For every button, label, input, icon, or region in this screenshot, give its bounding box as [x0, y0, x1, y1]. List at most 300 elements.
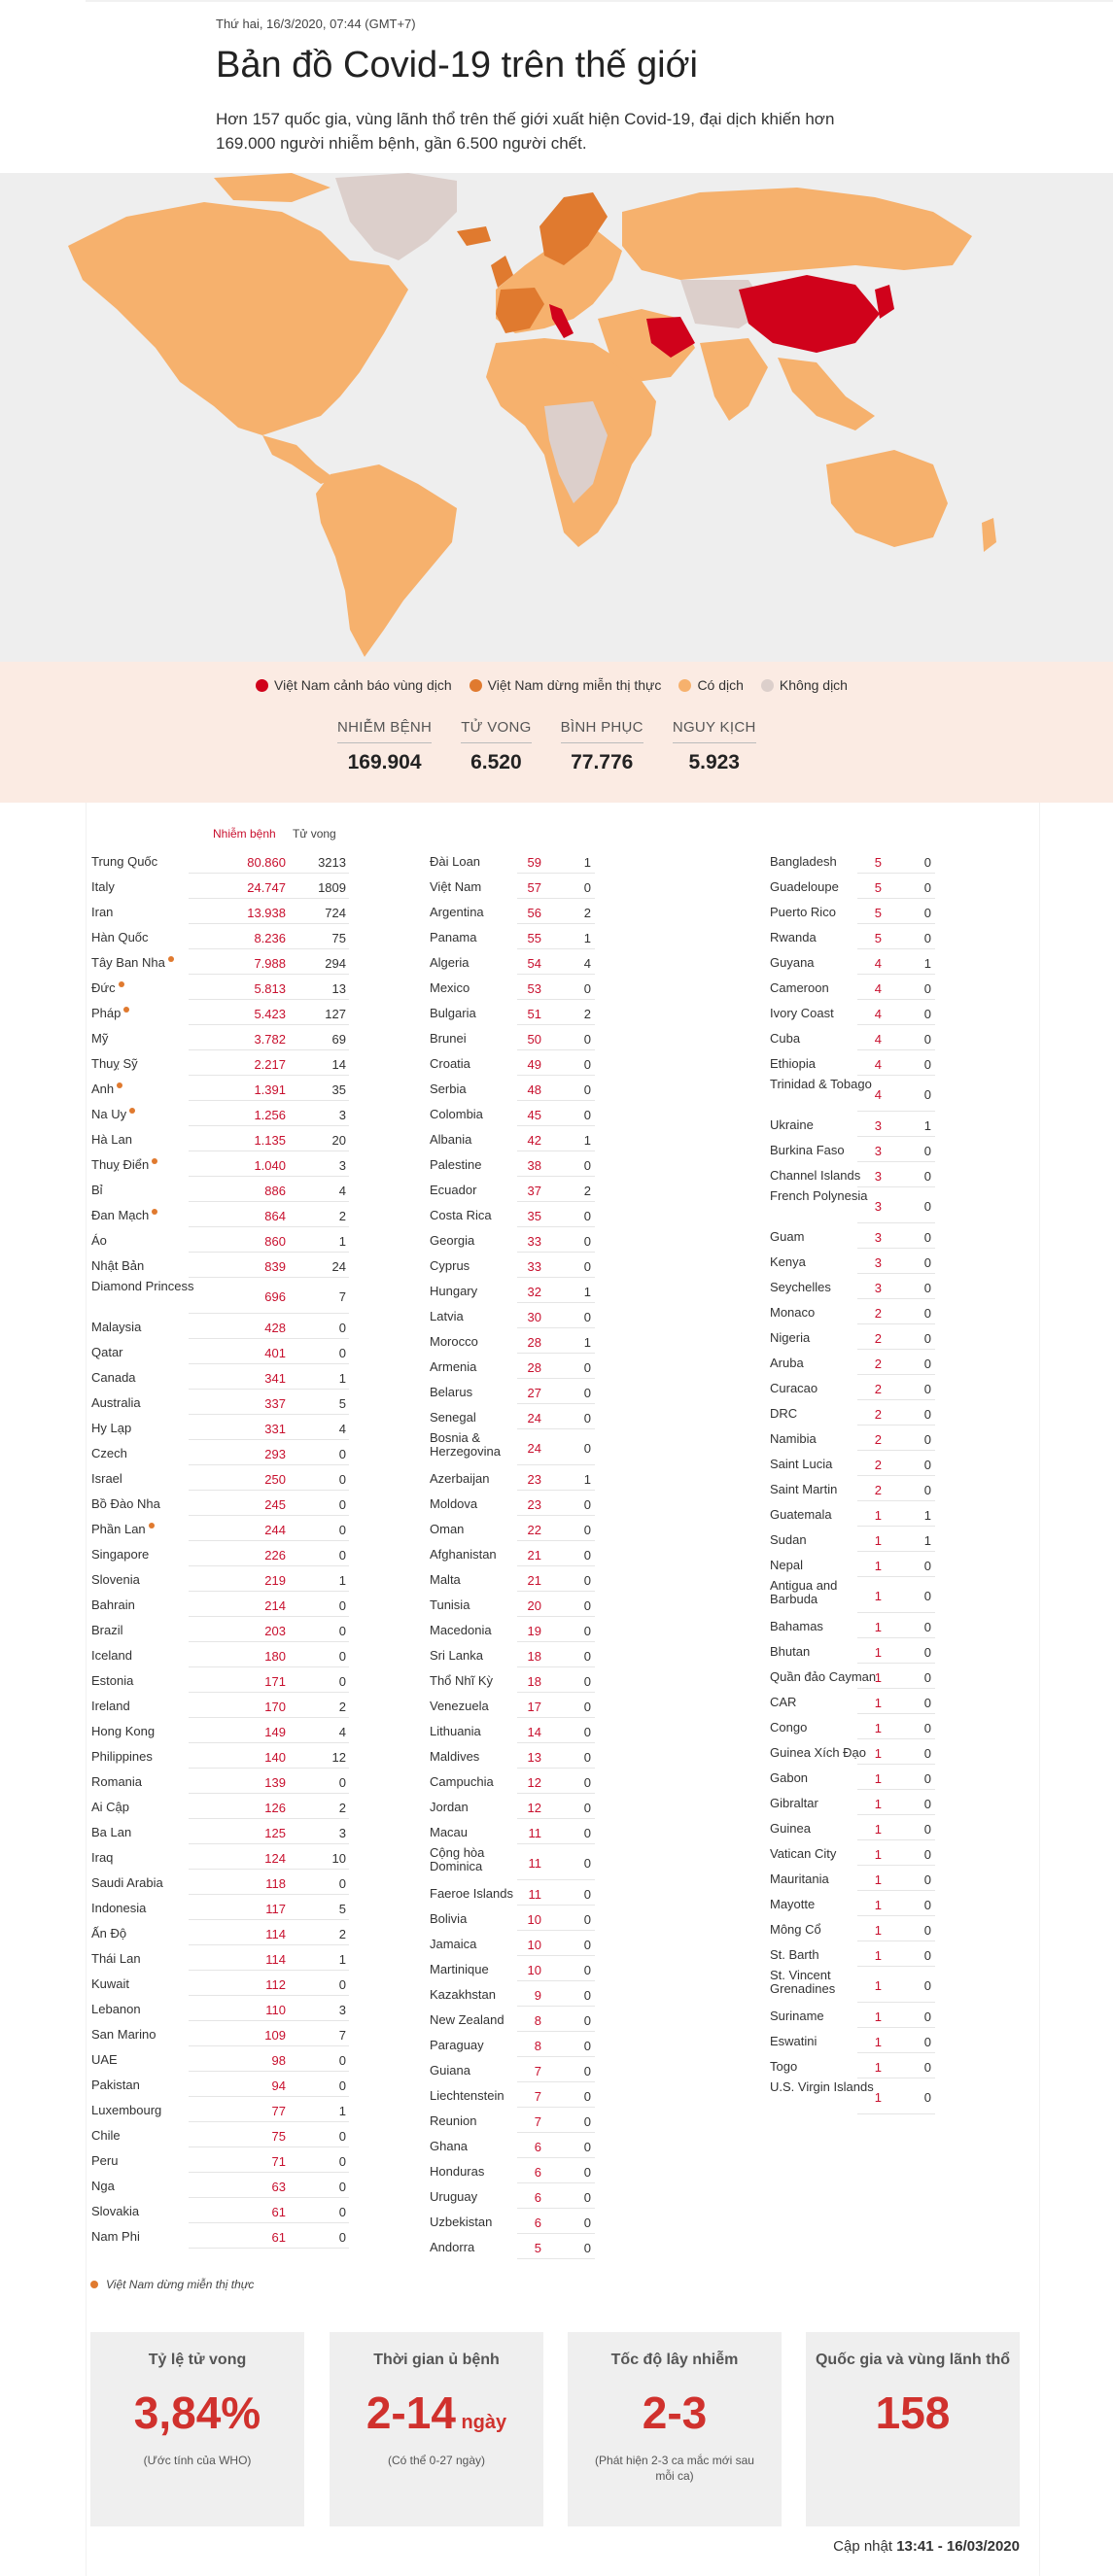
cases-value: 114: [265, 1952, 286, 1967]
deaths-value: 0: [923, 2009, 931, 2024]
table-row: [430, 1932, 601, 1957]
country-name: San Marino: [91, 2027, 157, 2042]
row-divider: [857, 1738, 935, 1739]
deaths-value: 0: [923, 1357, 931, 1371]
row-divider: [189, 948, 349, 949]
cases-value: 9: [534, 1988, 541, 2003]
deaths-value: 0: [923, 855, 931, 870]
table-row: [770, 1138, 941, 1163]
table-row: [770, 1426, 941, 1452]
deaths-value: 0: [583, 1938, 591, 1952]
country-name: Slovenia: [91, 1572, 140, 1587]
cases-value: 1: [874, 1533, 882, 1548]
country-name: Malta: [430, 1572, 461, 1587]
table-row: [91, 2073, 356, 2098]
row-divider: [857, 1298, 935, 1299]
visa-stop-marker: [119, 981, 124, 987]
row-divider: [517, 1591, 595, 1592]
row-divider: [189, 999, 349, 1000]
row-divider: [189, 1944, 349, 1945]
deaths-value: 75: [331, 931, 346, 945]
cases-value: 6: [534, 2215, 541, 2230]
country-name: Ukraine: [770, 1117, 814, 1132]
map-legend: [256, 677, 848, 693]
row-divider: [189, 1666, 349, 1667]
deaths-value: 0: [583, 1963, 591, 1977]
cases-value: 118: [265, 1876, 286, 1891]
row-divider: [517, 1930, 595, 1931]
cases-value: 1: [874, 1872, 882, 1887]
country-name: Cuba: [770, 1031, 801, 1046]
country-name: Campuchia: [430, 1774, 494, 1789]
deaths-value: 0: [583, 1497, 591, 1512]
cases-value: 1: [874, 1771, 882, 1786]
summary-box-unit: ngày: [455, 2412, 507, 2433]
cases-value: 428: [264, 1321, 286, 1335]
table-row: [770, 1690, 941, 1715]
table-row: [430, 925, 601, 950]
cases-value: 20: [527, 1598, 541, 1613]
country-name: Áo: [91, 1233, 107, 1248]
deaths-value: 0: [923, 1872, 931, 1887]
deaths-value: 0: [338, 2053, 346, 2068]
table-row: [91, 950, 356, 976]
table-row: [91, 1542, 356, 1567]
legend-item: [761, 677, 848, 693]
table-row: [770, 1401, 941, 1426]
country-name: Ai Cập: [91, 1800, 130, 1814]
cases-value: 75: [271, 2129, 286, 2144]
row-divider: [189, 1742, 349, 1743]
table-row: [430, 875, 601, 900]
header-deaths: Tử vong: [293, 827, 336, 841]
row-divider: [517, 999, 595, 1000]
cases-value: 1: [874, 1948, 882, 1963]
row-divider: [857, 1323, 935, 1324]
row-divider: [517, 974, 595, 975]
table-row: [770, 1968, 941, 2004]
table-row: [91, 2199, 356, 2224]
world-map-svg: [0, 173, 1113, 662]
country-name: Honduras: [430, 2164, 485, 2179]
table-row: [91, 1517, 356, 1542]
country-name: Panama: [430, 930, 477, 945]
country-name: Jamaica: [430, 1937, 477, 1951]
table-row: [770, 849, 941, 875]
deaths-value: 0: [583, 1386, 591, 1400]
cases-value: 250: [264, 1472, 286, 1487]
row-divider: [857, 1136, 935, 1137]
country-name: Thuỵ Điển: [91, 1158, 198, 1172]
country-name: Peru: [91, 2153, 119, 2168]
row-divider: [857, 1049, 935, 1050]
table-row: [430, 2008, 601, 2033]
country-name: Lithuania: [430, 1724, 481, 1738]
row-divider: [857, 1024, 935, 1025]
table-row: [770, 1502, 941, 1528]
row-divider: [517, 1277, 595, 1278]
deaths-value: 0: [923, 1645, 931, 1660]
cases-value: 1: [874, 1923, 882, 1938]
deaths-value: 0: [338, 2180, 346, 2194]
row-divider: [517, 1464, 595, 1465]
deaths-value: 0: [923, 1620, 931, 1634]
country-name: Macau: [430, 1825, 469, 1839]
row-divider: [517, 2006, 595, 2007]
stat-divider: [673, 742, 756, 743]
cases-value: 2: [874, 1483, 882, 1497]
country-name: Maldives: [430, 1749, 480, 1764]
deaths-value: 0: [923, 1978, 931, 1993]
table-row: [770, 1300, 941, 1325]
table-row: [91, 1466, 356, 1492]
row-divider: [517, 1125, 595, 1126]
deaths-value: 0: [923, 1721, 931, 1735]
cases-value: 55: [527, 931, 541, 945]
deaths-value: 0: [338, 1674, 346, 1689]
table-row: [770, 900, 941, 925]
summary-box-number: 3,84%: [133, 2387, 261, 2438]
deaths-value: 0: [923, 1199, 931, 1214]
country-name: Eswatini: [770, 2034, 817, 2048]
country-name: Estonia: [91, 1673, 134, 1688]
country-name: Georgia: [430, 1233, 475, 1248]
row-divider: [857, 1789, 935, 1790]
country-name: Luxembourg: [91, 2103, 162, 2117]
table-row: [430, 1152, 601, 1178]
cases-value: 17: [527, 1700, 541, 1714]
stat-item: [337, 719, 432, 774]
row-divider: [517, 2233, 595, 2234]
country-name: Argentina: [430, 905, 484, 919]
row-divider: [857, 1890, 935, 1891]
country-name: St. Vincent Grenadines: [770, 1968, 836, 1996]
cases-value: 3.782: [254, 1032, 286, 1047]
row-divider: [857, 948, 935, 949]
country-name: Iceland: [91, 1648, 132, 1663]
row-divider: [517, 2031, 595, 2032]
country-name: Ivory Coast: [770, 1006, 834, 1020]
deaths-value: 0: [338, 1548, 346, 1563]
cases-value: 33: [527, 1234, 541, 1249]
deaths-value: 4: [583, 956, 591, 971]
row-divider: [857, 1111, 935, 1112]
row-divider: [517, 1515, 595, 1516]
table-row: [770, 1077, 941, 1113]
table-row: [430, 1769, 601, 1795]
deaths-value: 1: [923, 1508, 931, 1523]
cases-value: 14: [527, 1725, 541, 1739]
table-row: [91, 2022, 356, 2047]
summary-box-number: 2-14: [365, 2387, 456, 2438]
stat-item: [561, 719, 643, 774]
stat-value: 169.904: [347, 751, 422, 773]
row-divider: [857, 1374, 935, 1375]
country-name: Bangladesh: [770, 854, 837, 869]
deaths-value: 0: [338, 1649, 346, 1664]
country-name: French Polynesia: [770, 1188, 868, 1203]
cases-value: 1: [874, 2090, 882, 2105]
legend-swatch: [470, 679, 482, 692]
country-name: Reunion: [430, 2113, 477, 2128]
cases-value: 214: [264, 1598, 286, 1613]
country-name: Saudi Arabia: [91, 1875, 163, 1890]
country-name: Qatar: [91, 1345, 123, 1359]
row-divider: [857, 873, 935, 874]
cases-value: 10: [527, 1912, 541, 1927]
country-name: Aruba: [770, 1356, 804, 1370]
deaths-value: 3213: [318, 855, 346, 870]
table-row: [91, 925, 356, 950]
legend-item: [470, 677, 662, 693]
table-row: [770, 1113, 941, 1138]
table-row: [91, 1921, 356, 1946]
row-divider: [517, 1692, 595, 1693]
table-row: [91, 1391, 356, 1416]
country-name: Lebanon: [91, 2002, 141, 2016]
country-name: Anh: [91, 1082, 198, 1096]
stats-row: [337, 719, 756, 774]
deaths-value: 0: [583, 2039, 591, 2053]
cases-value: 61: [271, 2230, 286, 2245]
table-row: [770, 1477, 941, 1502]
cases-value: 49: [527, 1057, 541, 1072]
cases-value: 3: [874, 1255, 882, 1270]
row-divider: [189, 1565, 349, 1566]
country-name: Venezuela: [430, 1699, 489, 1713]
country-name: Brazil: [91, 1623, 123, 1637]
cases-value: 59: [527, 855, 541, 870]
row-divider: [517, 2208, 595, 2209]
table-row: [770, 1376, 941, 1401]
table-row: [770, 1553, 941, 1578]
deaths-value: 0: [923, 2090, 931, 2105]
row-divider: [189, 1226, 349, 1227]
cases-value: 1: [874, 2009, 882, 2024]
row-divider: [517, 1955, 595, 1956]
cases-value: 10: [527, 1963, 541, 1977]
cases-value: 1.040: [254, 1158, 286, 1173]
row-divider: [517, 1793, 595, 1794]
row-divider: [857, 1349, 935, 1350]
cases-value: 1: [874, 1696, 882, 1710]
country-name: Đài Loan: [430, 854, 481, 869]
country-name: DRC: [770, 1406, 798, 1421]
table-row: [430, 2033, 601, 2058]
row-divider: [189, 1843, 349, 1844]
deaths-value: 0: [923, 1948, 931, 1963]
deaths-value: 0: [338, 1775, 346, 1790]
deaths-value: 0: [338, 1346, 346, 1360]
deaths-value: 724: [325, 906, 346, 920]
country-name: Cameroon: [770, 980, 829, 995]
country-name: Iran: [91, 905, 114, 919]
country-name: Nam Phi: [91, 2229, 140, 2244]
country-name: Togo: [770, 2059, 798, 2074]
table-row: [770, 925, 941, 950]
table-row: [770, 1250, 941, 1275]
map-iceland: [457, 226, 491, 246]
row-divider: [189, 2045, 349, 2046]
row-divider: [189, 898, 349, 899]
table-row: [430, 1178, 601, 1203]
map-russia: [622, 188, 972, 280]
table-row: [91, 1127, 356, 1152]
deaths-value: 0: [338, 1447, 346, 1461]
country-name: Australia: [91, 1395, 141, 1410]
table-row: [430, 1254, 601, 1279]
summary-box-title: Tỷ lệ tử vong: [148, 2352, 247, 2368]
row-divider: [857, 1814, 935, 1815]
row-divider: [857, 1551, 935, 1552]
cases-value: 1: [874, 1508, 882, 1523]
map-north-america: [68, 202, 408, 435]
row-divider: [857, 1222, 935, 1223]
legend-label: Việt Nam cảnh báo vùng dịch: [274, 677, 452, 693]
deaths-value: 0: [583, 1826, 591, 1840]
row-divider: [857, 1688, 935, 1689]
world-map[interactable]: [0, 173, 1113, 662]
deaths-value: 0: [583, 2241, 591, 2255]
country-name: Morocco: [430, 1334, 478, 1349]
table-row: [430, 1906, 601, 1932]
table-row: [91, 1178, 356, 1203]
country-name: Diamond Princess: [91, 1279, 194, 1293]
row-divider: [517, 2056, 595, 2057]
row-divider: [857, 1273, 935, 1274]
deaths-value: 0: [338, 1598, 346, 1613]
map-australia: [826, 450, 948, 547]
deaths-value: 0: [583, 1411, 591, 1425]
country-name: Canada: [91, 1370, 136, 1385]
row-divider: [857, 1526, 935, 1527]
row-divider: [517, 1327, 595, 1328]
row-divider: [189, 1616, 349, 1617]
deaths-value: 0: [923, 1746, 931, 1761]
table-row: [430, 1203, 601, 1228]
deaths-value: 0: [923, 1797, 931, 1811]
summary-box-value: [330, 2387, 543, 2439]
table-row: [91, 1492, 356, 1517]
row-divider: [517, 1024, 595, 1025]
country-name: Mông Cổ: [770, 1922, 821, 1937]
row-divider: [517, 2081, 595, 2082]
deaths-value: 0: [923, 1670, 931, 1685]
table-row: [91, 1077, 356, 1102]
row-divider: [517, 2107, 595, 2108]
table-row: [91, 1896, 356, 1921]
visa-stop-marker: [168, 956, 174, 962]
row-divider: [857, 1161, 935, 1162]
table-row: [430, 2210, 601, 2235]
country-name: Andorra: [430, 2240, 475, 2254]
update-label: Cập nhật: [833, 2538, 893, 2555]
table-row: [430, 1567, 601, 1593]
table-row: [430, 1102, 601, 1127]
row-divider: [857, 1475, 935, 1476]
country-name: Tây Ban Nha: [91, 956, 198, 970]
country-name: Belarus: [430, 1385, 473, 1399]
cases-value: 2: [874, 1407, 882, 1422]
country-name: Palestine: [430, 1157, 482, 1172]
summary-box-value: [568, 2387, 782, 2439]
deaths-value: 0: [923, 1589, 931, 1603]
deaths-value: 14: [331, 1057, 346, 1072]
country-name: Ấn Độ: [91, 1926, 127, 1941]
country-name: Uruguay: [430, 2189, 478, 2204]
table-row: [91, 2047, 356, 2073]
table-row: [91, 1315, 356, 1340]
row-divider: [857, 1839, 935, 1840]
country-name: Indonesia: [91, 1901, 147, 1915]
cases-value: 1: [874, 1559, 882, 1573]
deaths-value: 0: [923, 2035, 931, 2049]
table-row: [770, 1578, 941, 1614]
visa-stop-marker: [117, 1082, 122, 1088]
country-name: Cyprus: [430, 1258, 470, 1273]
row-divider: [517, 1616, 595, 1617]
row-divider: [857, 1865, 935, 1866]
country-name: Thổ Nhĩ Kỳ: [430, 1673, 494, 1688]
cases-value: 4: [874, 1032, 882, 1047]
cases-value: 1: [874, 1847, 882, 1862]
cases-value: 5.813: [254, 981, 286, 996]
table-row: [91, 1365, 356, 1391]
row-divider: [517, 898, 595, 899]
cases-value: 1: [874, 2035, 882, 2049]
table-row: [430, 849, 601, 875]
row-divider: [517, 1100, 595, 1101]
row-divider: [189, 974, 349, 975]
deaths-value: 0: [923, 1230, 931, 1245]
cases-value: 3: [874, 1169, 882, 1184]
country-name: UAE: [91, 2052, 118, 2067]
row-divider: [189, 1768, 349, 1769]
row-divider: [857, 1450, 935, 1451]
table-row: [430, 1744, 601, 1769]
row-divider: [517, 2258, 595, 2259]
table-row: [430, 1593, 601, 1618]
deaths-value: 5: [338, 1902, 346, 1916]
cases-value: 19: [527, 1624, 541, 1638]
table-row: [430, 1304, 601, 1329]
country-name: Ecuador: [430, 1183, 477, 1197]
country-name: Na Uy: [91, 1108, 198, 1121]
deaths-value: 2: [583, 1184, 591, 1198]
table-row: [91, 1254, 356, 1279]
legend-swatch: [256, 679, 268, 692]
row-divider: [189, 1869, 349, 1870]
cases-value: 6: [534, 2140, 541, 2154]
cases-value: 4: [874, 956, 882, 971]
row-divider: [189, 1414, 349, 1415]
stat-value: 6.520: [470, 751, 522, 773]
country-name: Antigua and Barbuda: [770, 1578, 838, 1606]
summary-box-number: 158: [875, 2387, 951, 2438]
country-name: Uzbekistan: [430, 2215, 493, 2229]
deaths-value: 69: [331, 1032, 346, 1047]
row-divider: [857, 1713, 935, 1714]
table-row: [430, 1228, 601, 1254]
deaths-value: 0: [923, 1306, 931, 1321]
cases-value: 53: [527, 981, 541, 996]
visa-note-text: Việt Nam dừng miễn thị thực: [106, 2278, 255, 2291]
cases-value: 7: [534, 2064, 541, 2078]
table-row: [430, 1517, 601, 1542]
table-row: [770, 1614, 941, 1639]
deaths-value: 0: [338, 1321, 346, 1335]
row-divider: [189, 2222, 349, 2223]
